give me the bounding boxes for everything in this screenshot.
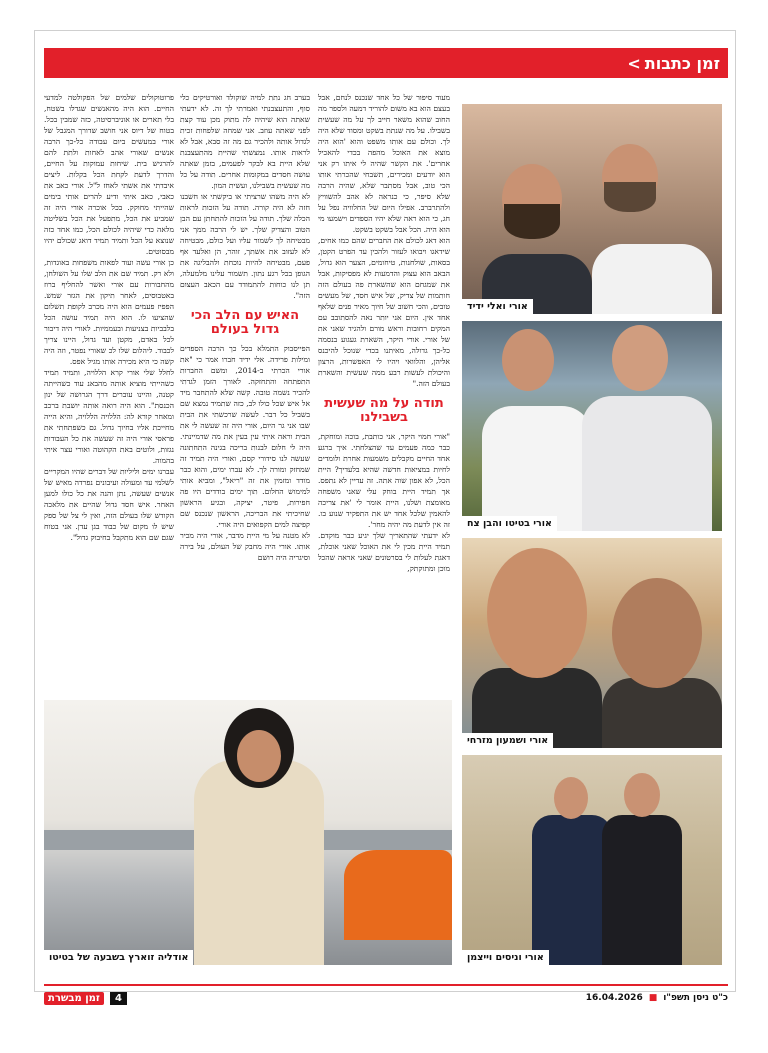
photo-5 [44,700,452,965]
paragraph: כן אורי עשה ועוד לפאות משפחות באוגדות, ולא רק. תמיד שם את הלב שלו על השולחן, מהחבורות עם אורי ואשר להחליף ברוז באטבוסים, לאחר תיקון את הגזר שמש. הפפיז פעמים הוא היה מכרב לקופת תשלום שהציעו לו. הוא היה תמיד עושה הכל בלבביות בצניעות ובעממיות. לאורי היה דיבור לכל באדם, מקטן ועד גדול, היינו צריך לכבוד. ליהלום שלו לכ שאורי נפטר, וזה היה קשה כי היא מכירה אותו מגיל אפס. [44,258,174,366]
chevron-left-icon: > [627,53,641,73]
paragraph: לא ידעתי שהתאריך שלך יגיע כבר מוקדם. תמיד היית מכין לי את האוכל שאני אוכלת, דאגת לעלות לי בסרטונים שאני אראה שהכל מוכן ומתוקתק, [318,531,450,573]
subheading: תודה על מה שעשית בשבילנו [324,396,444,425]
footer-rule [44,984,728,986]
photo-caption: אורי וניסים וייצמן [462,950,549,965]
photo-1 [462,104,722,314]
photo-caption: אורי בטיטו והבן צח [462,516,557,531]
paragraph: לא היה משהו שרציתי או ביקשתי או חשבנו חזה לא היה קורה. תודה על הזכות לראות הכלה שלך. תודה על הזכות להתחתן עם הבן הטוב והצדיק שלך. יש לי הרבה ממך אני מבטיחה לך לשמור עליו ועל כולם, מבטיחה לא לעזוב את אשתך, זוהר, הן ואלעד אף פעם, מבטיחה להיות נוכחת ולהבליגה את הגופן בכל רגע נתון. תשמור עלינו מלמעלה, תן לנו כוחות להתמודד עם הכאב העצום הזה". [180,192,310,300]
footer-date [586,993,728,1003]
photo-2 [462,321,722,531]
article-column-3 [44,92,174,692]
paragraph: הפייסבוק התמלא בכל כך הרבה הספדים ומילות פרידה. אלי ידיד חברו אמר כי "את אורי הכרתי ב-2014, ומשם החברות התפתחה והתחזקה. לאורך הזמן לגדתי להכיר נשמה טובה. קשה שלא להתחבר מיד אל איש שכל כולו לב, כזה שתמיד נמצא שם בשביל כל דבר. לעשה שרכשתי את הבית שבו אני גר היום, אורי היה זה שעשה לי את הבית וראה איתי עין בעין את מה שדמיינתי. היה לי חלום לבנות בריכה בגינה התחתונה שעשה לנו סידורי קסם, ואורי היה תמיד זה שמחזק ומורה לך. לא עברו ימים, והוא כבר מודד ומזמין את זה "ריאל", ומביא אותי למימוש החלום. תוך ימים בודדים היו פה חפירות, פיטר, יציקה, ובגיע הראשון שחיכיתי את הבריכה, הראשון שנכנס שם קפיצה למים הקפואים היה אורי. [180,344,310,529]
section-title [627,54,720,73]
photo-4 [462,755,722,965]
separator-icon: ■ [648,993,658,1003]
article-column-1 [318,92,450,692]
hebrew-date: כ"ט ניסן תשפ"ו [663,993,728,1003]
photo-caption: אורי ושמעון מזרחי [462,733,553,748]
paragraph: פרוטוקולים שלמים של הפקולטה למדעי החיים. הוא היה מהאנשים שגדלו בשטח, בלי תארים או אוניברסיטה, כזה שמבין בכל. בטוח של דיוס אני חושב שדורך המגבל של אורי במעשים ביום עבודה כל-כך הרבה אנשים שאורי אהב לאחות ולתת להם להרגיש בית. שיחות עמוקות על החיים, והדרך לדעת לקחת הכל בקלות. ליצים איבדתי את אשתי לאחז ל"ל. אורי כאב את כאבי, כאב איתי ודיע להרים אותי בימים שהייתי מחוקק. בכל אוכרה אורי היה זה שמביע את הכל, מתפעל את הכל בשליטה מלאה כדי שיהיה לכולם הכל, כמו אחד כזה שנוצא על הכל ותמיד תמיד דואג שכולם יהיו מבסוטים. [44,93,174,256]
gregorian-date: 16.04.2026 [585,993,643,1003]
article-column-2 [180,92,310,692]
page-footer [44,990,728,1006]
page-number: 4 [110,992,127,1005]
paragraph: בערב חג נתת למיה שוקולד ואורטיקים כלי סוף, והתעצבנתי ואמרתי לך זה. לא ידעתי שאתה הוא שיהיה לה מתוק מכן עוד קצת לפני שאתה עוזב. אני שמחה שלפחות זכית לגדול אותה ולהכיר גם מה זה סבא, אבל לא לראות אותו. נמצשתי שהיית מהתעצבנת שלא היית בא לבקר לפעמים, בזמן שאתה עושה חסדים במקומות אחרים. תודה על כל מה שעשית בשבילנו, ועשית המון. [180,93,310,190]
subheading: האיש עם הלב הכי גדול בעולם [190,308,300,337]
paragraph: לא מטנה על מי היית מדבר, אורי היה מכיר אותו. אורי היה מחבק של העולם, על בירה וסיגריה היה רושם [180,531,310,562]
section-header [44,48,728,78]
publication-logo: זמן מבשרת [44,992,104,1005]
paragraph: "אורי חמוי היקר, אני כותבת, בוכה ומוחקת, כבר כמה פעמים עד שהצלחתי. איך ברגע אחד החיים מקבלים משמעות אחרת ולומדים לחיות במציאות חדשה שהיא בלעדיך? היית הכל, לא אפון שוה אתה. זה עדיין לא נתפס. אך תמיד היית בוחק עלי שאני משפחה מאומצת ושלנו, היית אומר לי 'את צריכה להאמין שלכל אחד יש את התפקיד שנוע בו. זה אין לדעת מה יהיה מחר'. [318,432,450,529]
photo-caption: אורי ואלי ידיד [462,299,533,314]
paragraph: עברנו ימים וליליות של דברים שהיו המקריים לשלמי עד ומעולה ועיבונים נפרדה מאיש של אנשים שעשה, נתן והנה את כל כולו למען האחר. איש חסד גדול שהיים את מלאכה הקודש שלו בעולם הזה, ואין לי צל של ספק שיש לו מקום של כבוד בגן עדן. אני בטוח שגם שם הוא מתקבל בחיבוק גדול". [44,467,174,542]
section-title-text: זמן כתבות [644,53,720,73]
photo-3 [462,538,722,748]
paragraph: מעוד סיפור של כל אחד שנכנס לנחם, אבל בעצם הוא בא משום להוריד דמעה ולספר מה החוב שהוא משאר חייב לך על מה שעשית בשבילו. על מה שנתת בשקט ומסוד שלא היה לך. וכולם עם אותו משפט והוא 'הוא היה מוצא את האוכל מהפה בכדי להאכיל אחרים'. את הקשר שהיה לי איתו רק אני הוא יודעים ומכירים, תשבחי שהכרתי אותו הכי טוב, אבל מסתבר שלא, שהיה הרבה שלא סיפר, כי כנראה לא אהב להשוויץ ולהתרברב. אפילו היום של החלוויה נפל על חג, כי הוא ראה שלא יהיו הספדים וישמעו מי הוא היה. הכל אבל בשקט בשקט. [318,93,450,234]
paragraph: הוא דאג לכולם את החברים שהם כמו אחים, שידאגו ויבואו לעזור ולהכין עד הפרט הקטן, בסאות, שולחנות, טיחומים, הצער הוא גדול, הבאב הוא עצוק והדמעות לא מפסיקות, אבל את שמגחם הוא שהשארת פה בעולם הזה חותמות של צדיק, של איש חסד, של מעשים טובים, והכי חשוב של חיוך מאיר פנים שלאף אחד אין. היום אני יותר נאה להסתובב עם המקים רחובות וראש מורם ולהגיד שאני את של אורי. אורי היקר, השארת געגוע בנסמה כל-כך גדולה, מאיתנו בכדי שנוכל להיכנס אליהן, והלוואי ויהיו לי האפשרות, הרצון והיכולת לעשות רבע ממה שעשית והשארת בעולם הזה." [318,236,450,388]
paragraph: לחלל שלי אורי קרא הללויה, ותמיד תמיד כשהייתי מוציא אותה מהבאנ עוד כשהייתה קטנה, והיינו עוברים דרך הגרושה של ינון הכנסת". הוא היה רואה אותה יושבת ברכב ומאחר קורא לה: הללויה הללויה, והיא הייה מחייכת אליו בחיוך גדול. גם כשפתחתי את פראסי אורי היה זה שעשה את כל העבודות נגזות, ולוטים באת הקהוטה ואורי עצר איתי בהמוה. [44,368,174,465]
photo-caption: אודליה זוארץ בשבעה של בטיטו [44,950,193,965]
footer-publication [44,992,127,1005]
